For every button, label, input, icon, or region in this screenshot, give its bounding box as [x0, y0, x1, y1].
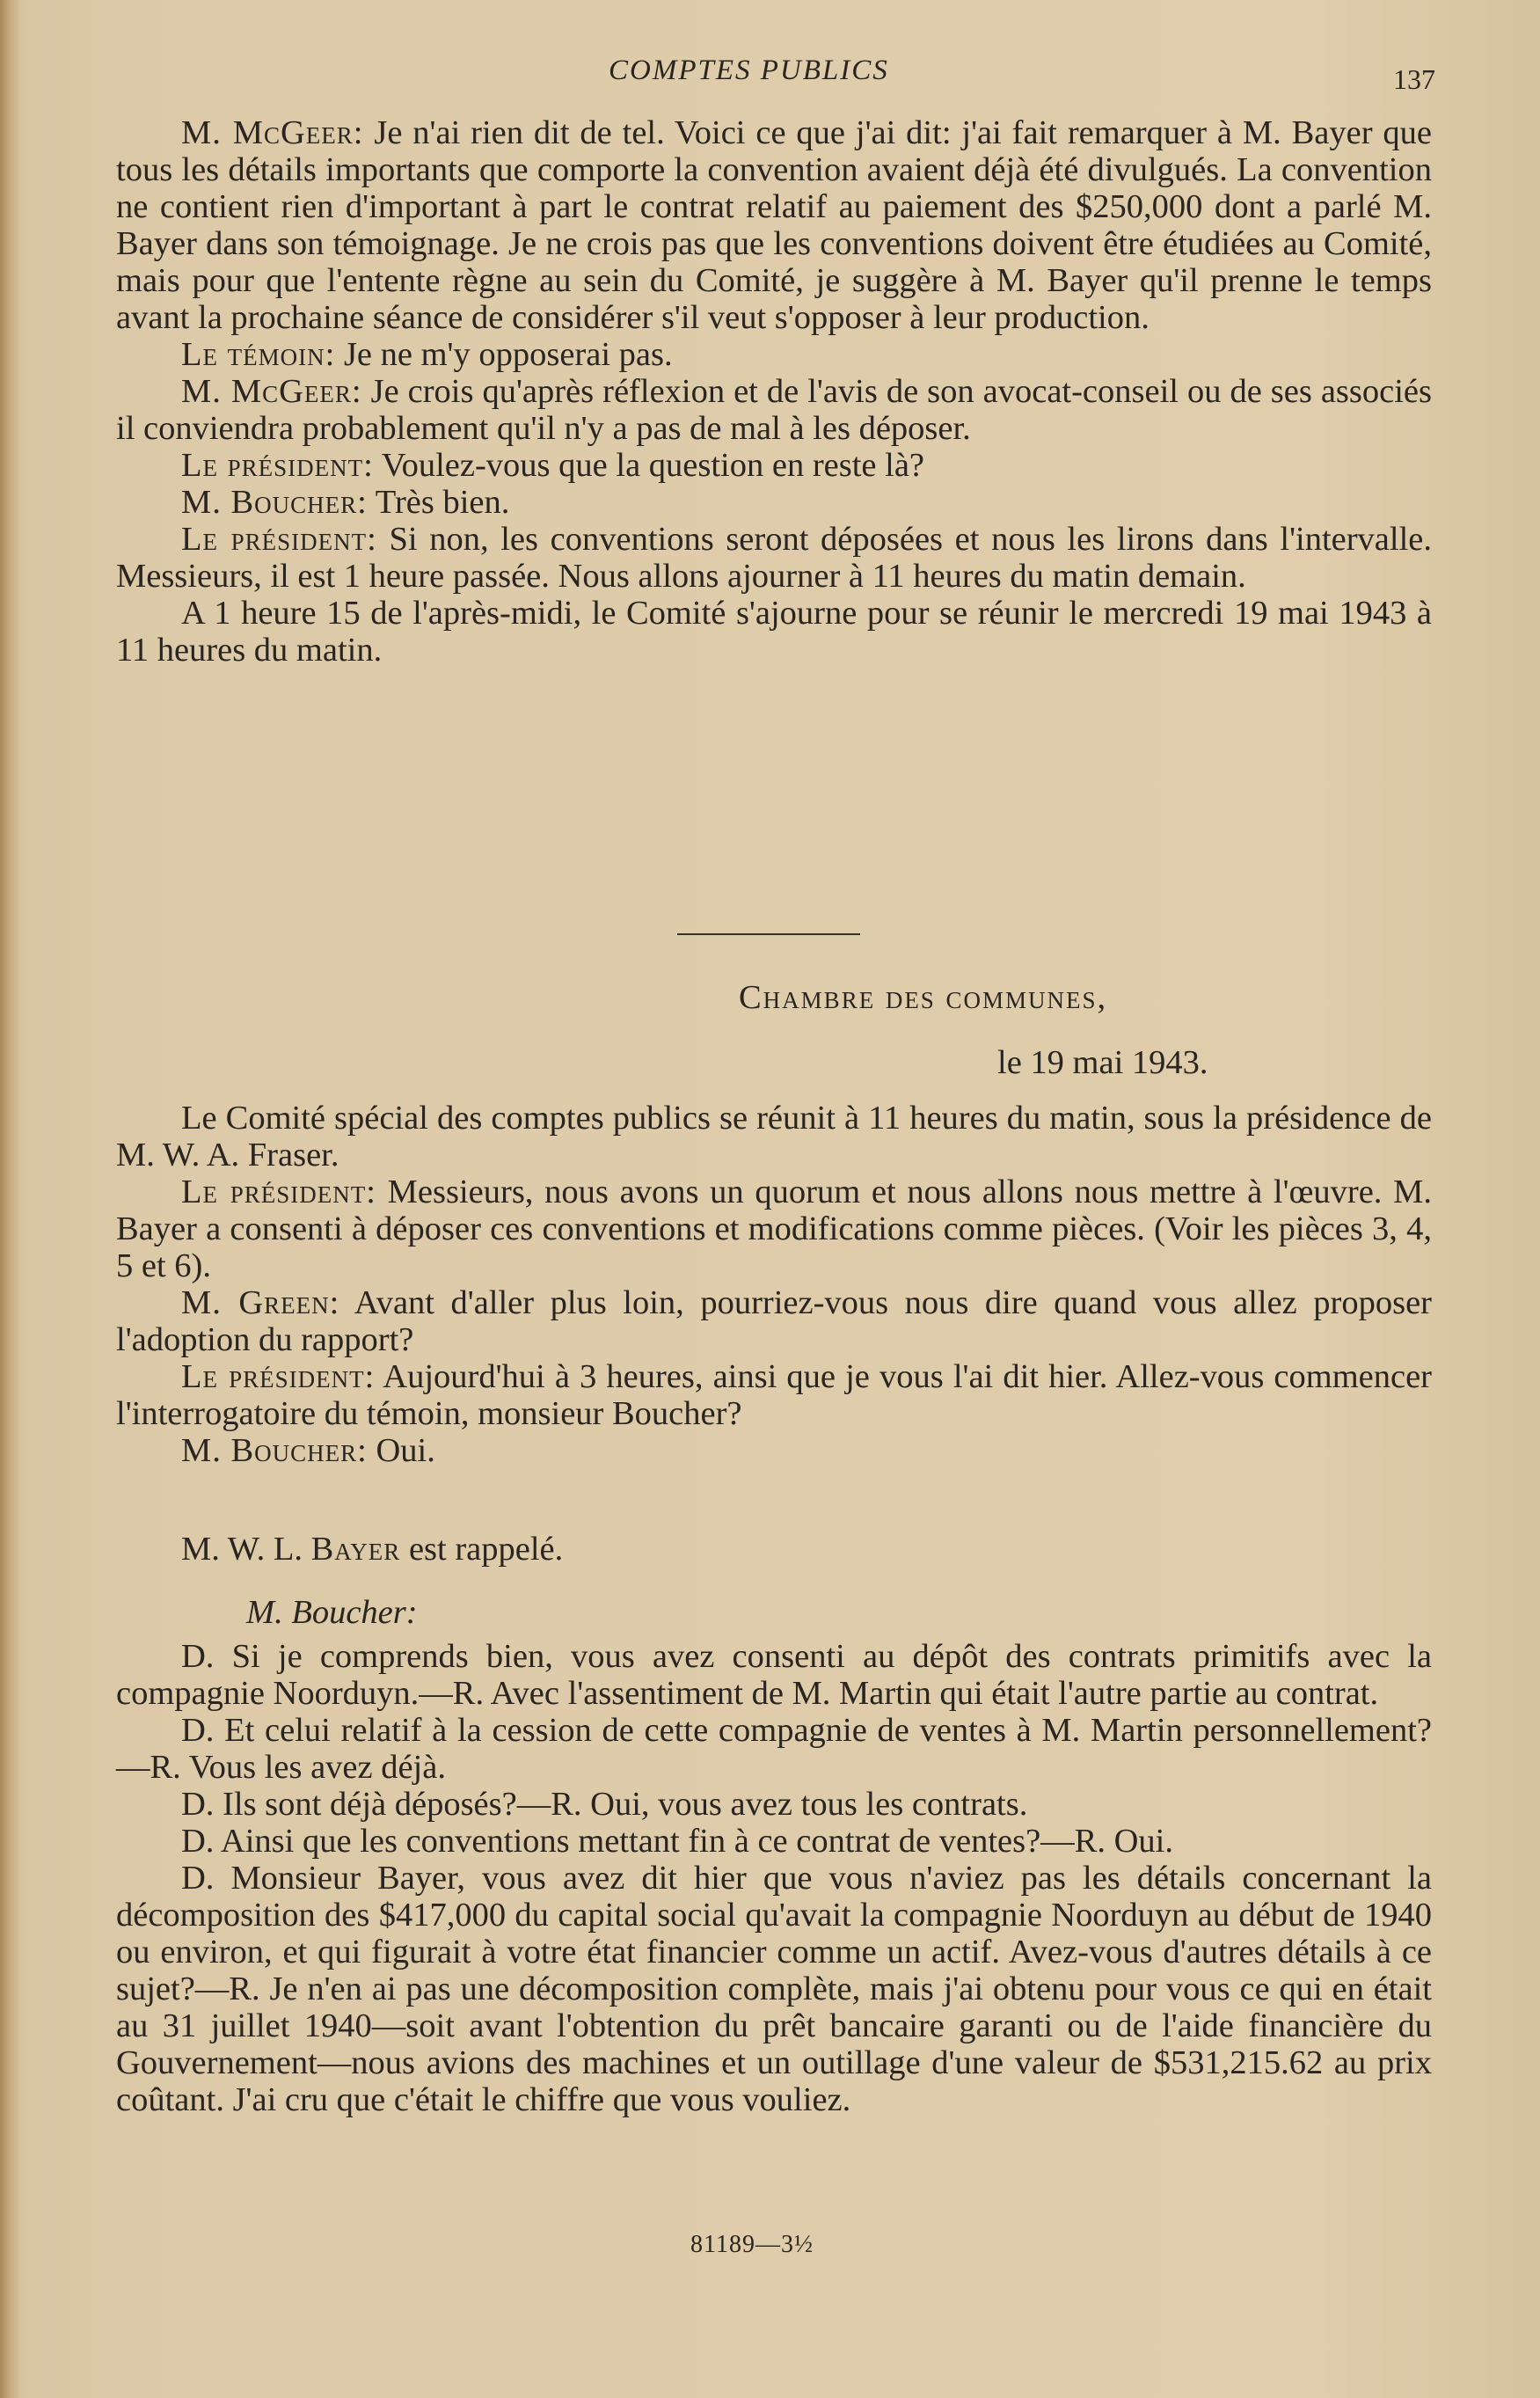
speaker: Le président: [181, 521, 377, 558]
speaker: M. Boucher: [181, 484, 368, 521]
witness-recall-line [116, 1531, 1432, 1568]
speech: A 1 heure 15 de l'après-midi, le Comité s'ajourne pour se réunir le mercredi 19 mai 1943 à 11 heures du matin. [116, 595, 1432, 669]
speech: Très bien. [367, 484, 510, 521]
paragraph [116, 114, 1432, 336]
examiner-line [116, 1594, 1432, 1631]
paragraph [116, 1284, 1432, 1358]
recall-suffix: est rappelé. [400, 1531, 564, 1568]
paragraph [116, 1432, 1432, 1469]
paragraph [116, 484, 1432, 521]
witness-name: Bayer [310, 1531, 401, 1568]
speech: Voulez-vous que la question en reste là? [373, 447, 925, 484]
paragraph [116, 1173, 1432, 1284]
recall-paragraph [116, 1531, 1432, 1568]
adjournment-note [116, 595, 1432, 669]
speech: Je n'ai rien dit de tel. Voici ce que j'ai dit: j'ai fait remarquer à M. Bayer que tous les détails importants que comporte la convention avaient déjà été divulgués. La convention ne contient rien d'important à part le contrat relatif au paiement des $250,000 dont a parlé M. Bayer dans son témoignage. Je ne crois pas que les conventions doivent être étudiées au Comité, mais pour que l'entente règne au sein du Comité, je suggère à M. Bayer qu'il prenne le temps avant la prochaine séance de considérer s'il veut s'opposer à leur production. [116, 114, 1433, 336]
paragraph [116, 373, 1432, 447]
page-number: 137 [1393, 63, 1435, 95]
qa-paragraph: D. Et celui relatif à la cession de cette compagnie de ventes à M. Martin personnellement?—R. Vous les avez déjà. [116, 1712, 1432, 1786]
paragraph [116, 447, 1432, 484]
section-divider [677, 933, 860, 935]
running-header [116, 55, 1435, 93]
paragraph [116, 1358, 1432, 1432]
paragraph [116, 336, 1432, 373]
proceedings-block-2 [116, 1100, 1432, 1469]
header-title: COMPTES PUBLICS [609, 55, 889, 86]
speech: Si non, les conventions seront déposées et nous les lirons dans l'intervalle. Messieurs, il est 1 heure passée. Nous allons ajourner à 11 heures du matin demain. [116, 521, 1432, 595]
examiner-label: M. Boucher: [246, 1594, 418, 1631]
recall-prefix: M. W. L. [181, 1531, 311, 1568]
speaker: Le président: [181, 1358, 376, 1395]
question-answer-block [116, 1638, 1432, 2118]
speech: Avant d'aller plus loin, pourriez-vous nous dire quand vous allez proposer l'adoption du rapport? [116, 1284, 1432, 1358]
chamber-heading: Chambre des communes, [739, 979, 1108, 1016]
speech: Aujourd'hui à 3 heures, ainsi que je vous l'ai dit hier. Allez-vous commencer l'interrogatoire du témoin, monsieur Boucher? [116, 1358, 1432, 1432]
opening-note [116, 1100, 1432, 1173]
qa-paragraph: D. Ils sont déjà déposés?—R. Oui, vous avez tous les contrats. [181, 1786, 1028, 1823]
paragraph [116, 521, 1432, 595]
speaker: Le témoin: [181, 336, 336, 373]
speech: Je crois qu'après réflexion et de l'avis de son avocat-conseil ou de ses associés il conviendra probablement qu'il n'y a pas de mal à les déposer. [116, 373, 1433, 447]
page-footer-code: 81189—3½ [690, 2231, 814, 2258]
speaker: Le président: [181, 1173, 376, 1210]
speaker: Le président: [181, 447, 374, 484]
speaker: M. Boucher: [181, 1432, 368, 1469]
speaker: M. McGeer: [181, 114, 364, 151]
qa-paragraph: D. Monsieur Bayer, vous avez dit hier que vous n'aviez pas les détails concernant la décomposition des $417,000 du capital social qu'avait la compagnie Noorduyn au début de 1940 ou environ, et qui figurait à votre état financier comme un actif. Avez-vous d'autres détails à ce sujet?—R. Je n'en ai pas une décomposition complète, mais j'ai obtenu pour vous ce qui en était au 31 juillet 1940—soit avant l'obtention du prêt bancaire garanti ou de l'aide financière du Gouvernement—nous avions des machines et un outillage d'une valeur de $531,215.62 au prix coûtant. J'ai cru que c'était le chiffre que vous vouliez. [116, 1860, 1432, 2118]
speech: Messieurs, nous avons un quorum et nous allons nous mettre à l'œuvre. M. Bayer a consenti à déposer ces conventions et modifications comme pièces. (Voir les pièces 3, 4, 5 et 6). [116, 1173, 1432, 1284]
proceedings-block-1 [116, 114, 1432, 669]
session-date: le 19 mai 1943. [997, 1044, 1208, 1081]
speech: Le Comité spécial des comptes publics se réunit à 11 heures du matin, sous la présidence de M. W. A. Fraser. [116, 1100, 1432, 1173]
page-binding-edge [0, 0, 19, 2398]
speech: Oui. [367, 1432, 435, 1469]
speaker: M. McGeer: [181, 373, 362, 410]
speech: Je ne m'y opposerai pas. [335, 336, 673, 373]
qa-paragraph: D. Ainsi que les conventions mettant fin à ce contrat de ventes?—R. Oui. [181, 1823, 1173, 1860]
speaker: M. Green: [181, 1284, 340, 1321]
qa-paragraph: D. Si je comprends bien, vous avez consenti au dépôt des contrats primitifs avec la compagnie Noorduyn.—R. Avec l'assentiment de M. Martin qui était l'autre partie au contrat. [116, 1638, 1432, 1712]
